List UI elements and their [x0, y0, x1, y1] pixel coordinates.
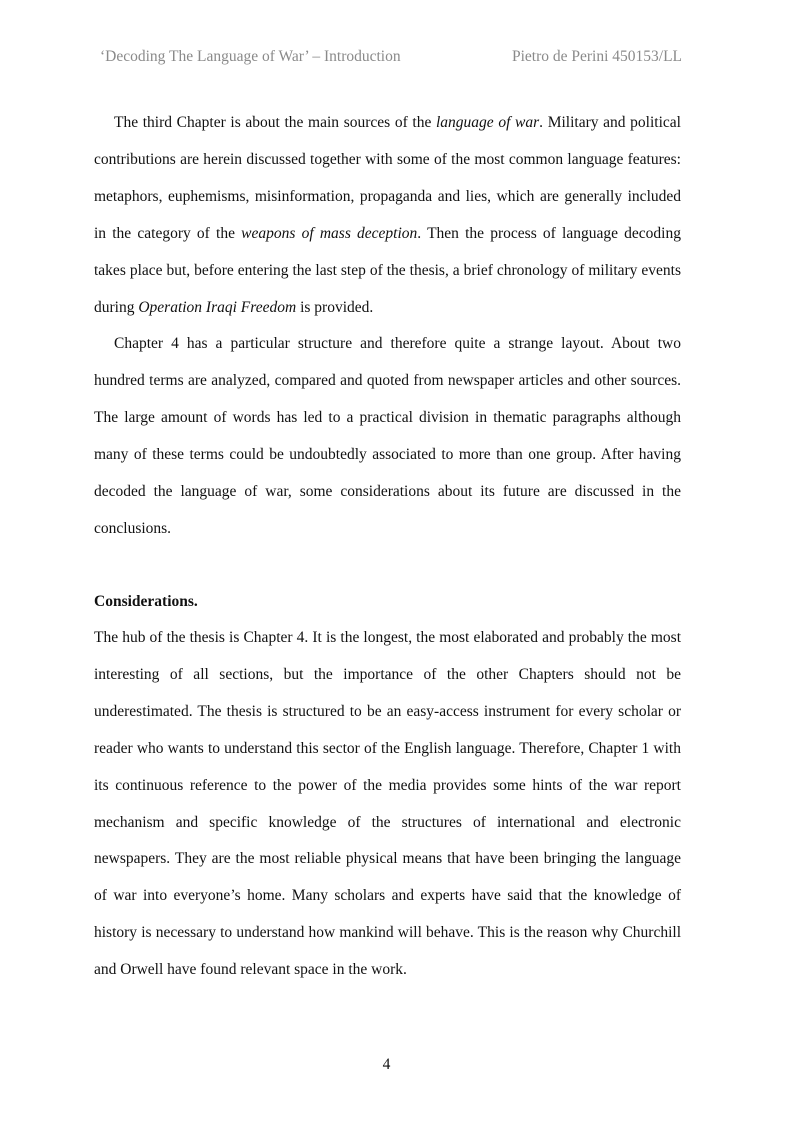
paragraph-considerations: [94, 620, 681, 989]
header-title: ‘Decoding The Language of War’ – Introduction: [100, 48, 401, 65]
italic-term: weapons of mass deception: [241, 224, 418, 242]
section-heading: Considerations.: [94, 593, 198, 610]
page-number: 4: [382, 1056, 391, 1073]
paragraph-text: Chapter 4 has a particular structure and therefore quite a strange layout. About two hundred terms are analyzed, compared and quoted from newspaper articles and other sources. The large amount of words has led to a practical division in thematic paragraphs although many of these terms could be undoubtedly associated to more than one group. After having decoded the language of war, some considerations about its future are discussed in the conclusions.: [94, 335, 681, 537]
text-run: . Military and political contributions are herein discussed together with some of the most common language features: metaphors, euphemisms, misinformation, propaganda and lies, which are generally included in the category of the: [94, 114, 681, 242]
paragraph-chapter-three: [94, 105, 681, 326]
header-author-id: Pietro de Perini 450153/LL: [511, 48, 682, 65]
italic-term: Operation Iraqi Freedom: [138, 298, 297, 316]
text-run: . Then the process of language decoding takes place but, before entering the last step of the thesis, a brief chronology of military events during: [94, 224, 681, 316]
paragraph-text: The hub of the thesis is Chapter 4. It is the longest, the most elaborated and probably the most interesting of all sections, but the importance of the other Chapters should not be underestimated. The thesis is structured to be an easy-access instrument for every scholar or reader who wants to understand this sector of the English language. Therefore, Chapter 1 with its continuous reference to the power of the media provides some hints of the war report mechanism and specific knowledge of the structures of international and electronic newspapers. They are the most reliable physical means that have been bringing the language of war into everyone’s home. Many scholars and experts have said that the knowledge of history is necessary to understand how mankind will behave. This is the reason why Churchill and Orwell have found relevant space in the work.: [94, 629, 681, 979]
paragraph-text: [94, 105, 681, 326]
text-run: The third Chapter is about the main sources of the: [114, 114, 436, 131]
italic-term: language of war: [436, 114, 540, 131]
text-run: is provided.: [296, 298, 374, 316]
running-header: [100, 48, 682, 68]
paragraph-chapter-four: [94, 326, 681, 547]
